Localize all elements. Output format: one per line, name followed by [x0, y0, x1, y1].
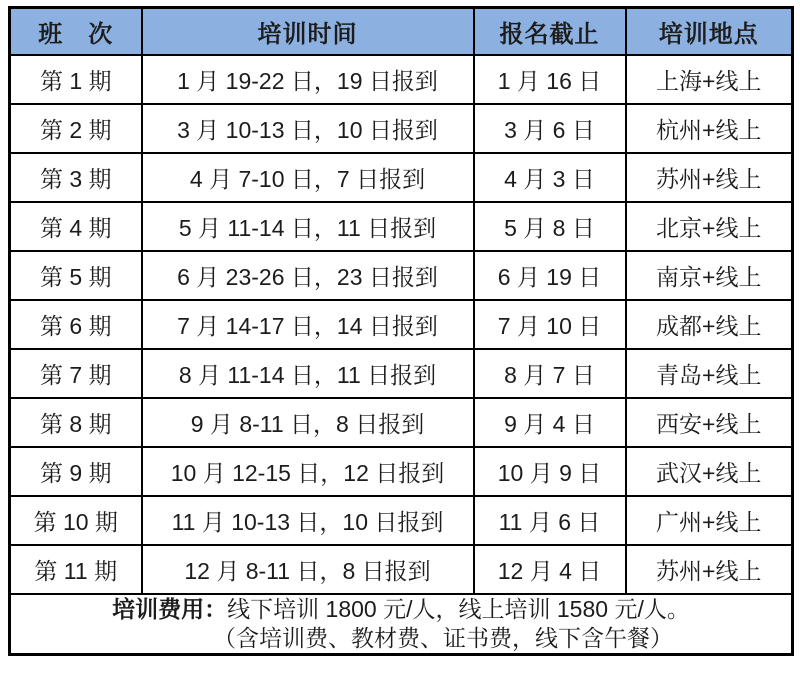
cell-session: 第 8 期 — [10, 398, 142, 447]
table-row — [10, 447, 793, 496]
training-schedule-table — [8, 6, 794, 656]
table-row — [10, 55, 793, 104]
cell-session: 第 6 期 — [10, 300, 142, 349]
fee-line1 — [11, 595, 791, 624]
cell-deadline: 6 月 19 日 — [474, 251, 626, 300]
cell-location: 青岛+线上 — [626, 349, 793, 398]
cell-time: 4 月 7-10 日，7 日报到 — [142, 153, 474, 202]
cell-deadline: 11 月 6 日 — [474, 496, 626, 545]
cell-session: 第 2 期 — [10, 104, 142, 153]
cell-time: 1 月 19-22 日，19 日报到 — [142, 55, 474, 104]
table-row — [10, 349, 793, 398]
table-row — [10, 545, 793, 594]
table-row — [10, 398, 793, 447]
cell-deadline: 10 月 9 日 — [474, 447, 626, 496]
cell-location: 苏州+线上 — [626, 153, 793, 202]
header-time: 培训时间 — [142, 8, 474, 55]
fee-row — [10, 594, 793, 655]
cell-session: 第 3 期 — [10, 153, 142, 202]
table-row — [10, 300, 793, 349]
cell-location: 南京+线上 — [626, 251, 793, 300]
table-row — [10, 251, 793, 300]
cell-time: 10 月 12-15 日，12 日报到 — [142, 447, 474, 496]
cell-time: 8 月 11-14 日，11 日报到 — [142, 349, 474, 398]
header-location: 培训地点 — [626, 8, 793, 55]
cell-deadline: 3 月 6 日 — [474, 104, 626, 153]
cell-time: 7 月 14-17 日，14 日报到 — [142, 300, 474, 349]
table-row — [10, 496, 793, 545]
header-deadline: 报名截止 — [474, 8, 626, 55]
cell-location: 苏州+线上 — [626, 545, 793, 594]
fee-note-cell — [10, 594, 793, 655]
cell-time: 9 月 8-11 日，8 日报到 — [142, 398, 474, 447]
cell-time: 11 月 10-13 日，10 日报到 — [142, 496, 474, 545]
cell-time: 5 月 11-14 日，11 日报到 — [142, 202, 474, 251]
table-row — [10, 202, 793, 251]
cell-deadline: 9 月 4 日 — [474, 398, 626, 447]
cell-deadline: 4 月 3 日 — [474, 153, 626, 202]
cell-session: 第 1 期 — [10, 55, 142, 104]
cell-deadline: 5 月 8 日 — [474, 202, 626, 251]
cell-deadline: 12 月 4 日 — [474, 545, 626, 594]
cell-session: 第 4 期 — [10, 202, 142, 251]
table-row — [10, 153, 793, 202]
cell-time: 12 月 8-11 日，8 日报到 — [142, 545, 474, 594]
cell-time: 3 月 10-13 日，10 日报到 — [142, 104, 474, 153]
cell-location: 北京+线上 — [626, 202, 793, 251]
fee-label: 培训费用： — [112, 595, 228, 622]
cell-location: 广州+线上 — [626, 496, 793, 545]
header-row — [10, 8, 793, 55]
cell-location: 西安+线上 — [626, 398, 793, 447]
cell-deadline: 1 月 16 日 — [474, 55, 626, 104]
cell-session: 第 7 期 — [10, 349, 142, 398]
cell-location: 武汉+线上 — [626, 447, 793, 496]
cell-location: 成都+线上 — [626, 300, 793, 349]
table-row — [10, 104, 793, 153]
cell-deadline: 7 月 10 日 — [474, 300, 626, 349]
cell-session: 第 9 期 — [10, 447, 142, 496]
cell-session: 第 5 期 — [10, 251, 142, 300]
fee-line1-text: 线下培训 1800 元/人，线上培训 1580 元/人。 — [227, 595, 690, 622]
fee-line2: （含培训费、教材费、证书费，线下含午餐） — [213, 624, 673, 651]
cell-location: 杭州+线上 — [626, 104, 793, 153]
cell-session: 第 11 期 — [10, 545, 142, 594]
cell-location: 上海+线上 — [626, 55, 793, 104]
cell-deadline: 8 月 7 日 — [474, 349, 626, 398]
cell-time: 6 月 23-26 日，23 日报到 — [142, 251, 474, 300]
cell-session: 第 10 期 — [10, 496, 142, 545]
header-session: 班 次 — [10, 8, 142, 55]
